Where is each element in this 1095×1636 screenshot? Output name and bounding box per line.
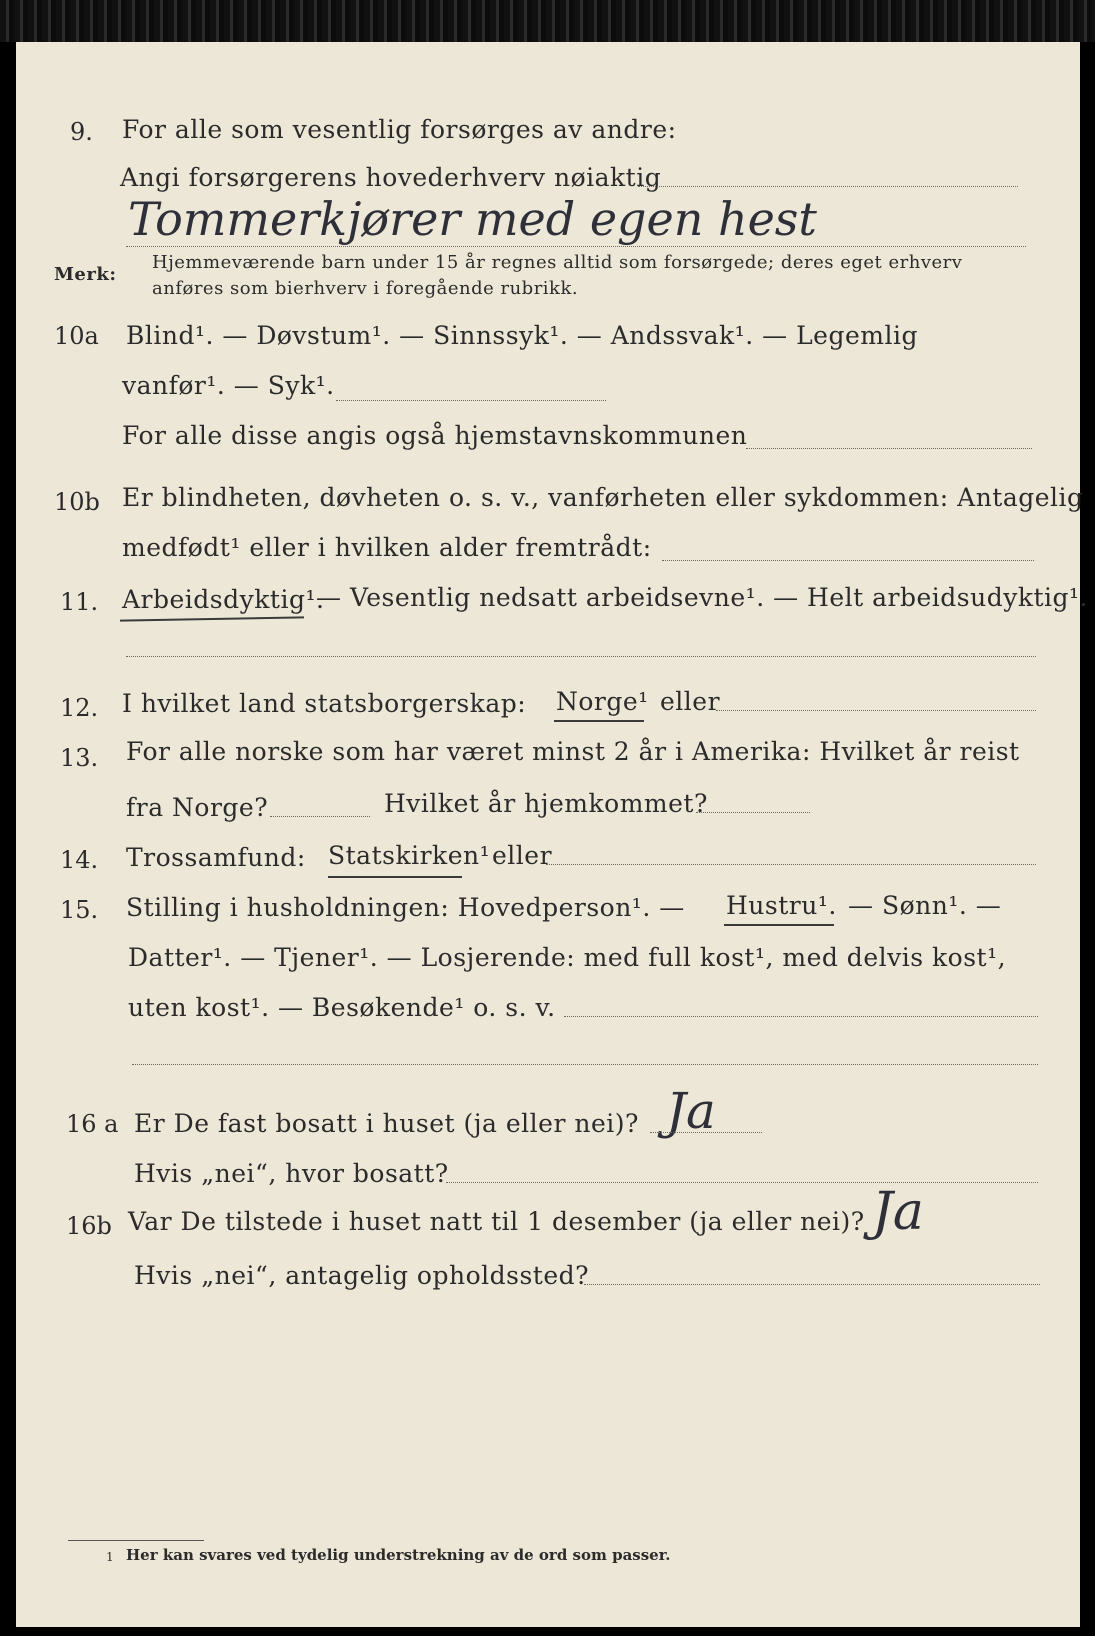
q10a-syk-line: [336, 400, 606, 401]
q16b-line1: Var De tilstede i huset natt til 1 desember (ja eller nei)?: [128, 1207, 865, 1236]
q14-text: Trossamfund:: [126, 843, 306, 872]
q9-line2: Angi forsørgerens hovederhverv nøiaktig: [120, 163, 662, 192]
q10a-kommune-line: [746, 448, 1032, 449]
q13-number: 13.: [60, 744, 99, 772]
q13-reist-line: [270, 816, 370, 817]
q15-option-hustru: Hustru¹.: [726, 891, 837, 920]
q16b-line2: Hvis „nei“, antagelig opholdssted?: [134, 1261, 590, 1290]
q16b-answer-line: [584, 1284, 1040, 1285]
q11-option-arbeidsdyktig: Arbeidsdyktig¹.: [122, 585, 325, 614]
q10b-answer-line: [662, 560, 1034, 561]
merk-line2: anføres som bierhverv i foregående rubrikk.: [152, 278, 579, 299]
q15-answer-line: [564, 1016, 1038, 1017]
q9-answer-line: [126, 246, 1026, 247]
q10b-line1: Er blindheten, døvheten o. s. v., vanførheten eller sykdommen: Antagelig: [122, 483, 1084, 512]
q14-number: 14.: [60, 846, 99, 874]
q16a-line2: Hvis „nei“, hvor bosatt?: [134, 1159, 449, 1188]
q11-answer-line: [126, 656, 1036, 657]
merk-label: Merk:: [54, 264, 117, 285]
q10a-line3: For alle disse angis også hjemstavnskommunen: [122, 421, 748, 450]
q14-answer-line: [546, 864, 1036, 865]
q12-underline: [554, 720, 644, 722]
q16b-handwritten-answer: Ja: [872, 1182, 924, 1242]
q10b-line2: medfødt¹ eller i hvilken alder fremtrådt:: [122, 533, 652, 562]
q15-line2: Datter¹. — Tjener¹. — Losjerende: med full kost¹, med delvis kost¹,: [128, 943, 1007, 972]
merk-line1: Hjemmeværende barn under 15 år regnes alltid som forsørgede; deres eget erhverv: [152, 252, 963, 273]
q14-after: eller: [492, 841, 553, 870]
q11-rest: — Vesentlig nedsatt arbeidsevne¹. — Helt arbeidsudyktig¹.: [316, 583, 1089, 612]
q13-line2b: Hvilket år hjemkommet?: [384, 789, 708, 818]
q10a-line1: Blind¹. — Døvstum¹. — Sinnssyk¹. — Andssvak¹. — Legemlig: [126, 321, 918, 350]
q12-after: eller: [660, 687, 721, 716]
q12-option-norge: Norge¹: [556, 687, 649, 716]
q11-underline: [120, 616, 304, 621]
q13-line1: For alle norske som har været minst 2 år i Amerika: Hvilket år reist: [126, 737, 1020, 766]
q15-line1b: — Sønn¹. —: [848, 891, 1002, 920]
q15-line1a: Stilling i husholdningen: Hovedperson¹. —: [126, 893, 685, 922]
q10b-number: 10b: [54, 488, 100, 516]
q16b-number: 16b: [66, 1212, 112, 1240]
q14-underline: [328, 876, 462, 878]
q16a-bosatt-line: [446, 1182, 1038, 1183]
q15-answer-line2: [132, 1064, 1038, 1065]
q16a-number: 16 a: [66, 1110, 119, 1138]
q9-handwritten-answer: Tommerkjører med egen hest: [128, 192, 817, 246]
q10a-number: 10a: [54, 322, 99, 350]
q9-dotted-line: [638, 186, 1018, 187]
census-form-page: [16, 42, 1089, 1627]
q12-answer-line: [716, 710, 1036, 711]
footnote-rule: [68, 1540, 204, 1541]
scan-top-border: [0, 0, 1095, 42]
q12-number: 12.: [60, 694, 99, 722]
footnote-mark: 1: [106, 1550, 114, 1564]
q13-hjemkommet-line: [696, 812, 810, 813]
q16a-answer-line: [650, 1132, 762, 1133]
q10a-line2: vanfør¹. — Syk¹.: [122, 371, 335, 400]
q16a-handwritten-answer: Ja: [666, 1082, 716, 1140]
q11-number: 11.: [60, 588, 99, 616]
q15-underline: [724, 924, 834, 926]
q16a-line1: Er De fast bosatt i huset (ja eller nei)?: [134, 1109, 639, 1138]
q9-line1: For alle som vesentlig forsørges av andre:: [122, 115, 677, 144]
q15-line3: uten kost¹. — Besøkende¹ o. s. v.: [128, 993, 556, 1022]
q14-option-statskirken: Statskirken¹: [328, 841, 491, 870]
q12-text: I hvilket land statsborgerskap:: [122, 689, 527, 718]
q15-number: 15.: [60, 896, 99, 924]
footnote-text: Her kan svares ved tydelig understrekning av de ord som passer.: [126, 1546, 671, 1564]
q13-line2a: fra Norge?: [126, 793, 269, 822]
q9-number: 9.: [70, 118, 93, 146]
